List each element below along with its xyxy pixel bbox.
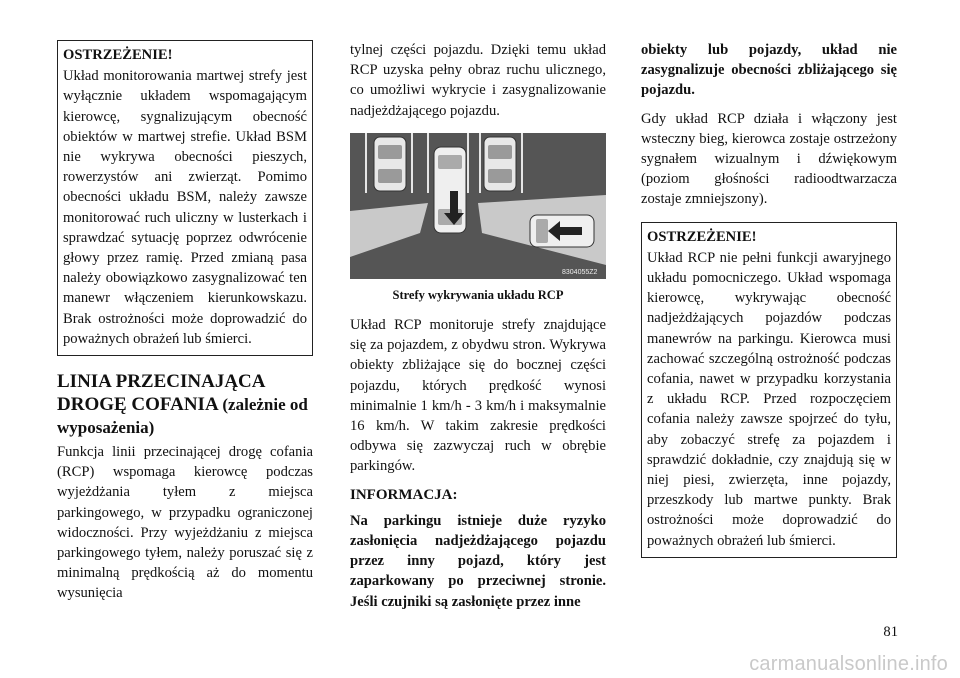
section-heading-sub: (zależnie od wyposażenia) <box>57 395 308 438</box>
warning-title-rcp: OSTRZEŻENIE! <box>647 228 757 245</box>
figure-code: 8304055Z2 <box>562 268 598 276</box>
warning-title: OSTRZEŻENIE! <box>63 47 173 63</box>
section-heading <box>57 370 313 439</box>
column-middle <box>350 40 606 612</box>
rcp-zones-illustration <box>350 133 606 279</box>
rcp-warning-box <box>641 222 897 558</box>
warning-text-rcp: Układ RCP nie pełni funkcji awaryjnego układu pomocniczego. Układ wspomaga kierowcę, wykrywając obecność nadjeżdżających pojazdów podczas manewrów na parkingu. Kierowca musi zachować szczególną ostrożność podczas cofania, nawet w przypadku korzystania z układu RCP. Przed rozpoczęciem cofania należy zawsze spojrzeć do tyłu, aby zobaczyć strefę za pojazdem i sprawdzić dokładnie, czy znajdują się w niej piesi, zwierzęta, inne pojazdy, przeszkody lub martwe punkty. Brak ostrożności może doprowadzić do poważnych obrażeń lub śmierci. <box>647 249 891 549</box>
info-text: Na parkingu istnieje duże ryzyko zasłonięcia nadjeżdżającego pojazdu przez inny pojazd, który jest zaparkowany po przeciwnej stronie. Jeśli czujniki są zasłonięte przez inne <box>350 512 606 610</box>
rcp-intro-text: Funkcja linii przecinającej drogę cofania (RCP) wspomaga kierowcę podczas wyjeżdżania tyłem z miejsca parkingowego, w przypadku ograniczonej widoczności. Przy wyjeżdżaniu z miejsca parkingowego tyłem, należy poruszać się z minimalną prędkością aż do momentu wysunięcia <box>57 444 313 602</box>
section-heading-main: LINIA PRZECINAJĄCA DROGĘ COFANIA <box>57 371 265 416</box>
page-number: 81 <box>883 624 898 640</box>
parked-car-icon <box>374 137 406 191</box>
column-left <box>57 40 313 604</box>
warning-text: Układ monitorowania martwej strefy jest wyłącznie układem wspomagającym kierowcę, sygnalizującym obecność obiektów w martwej strefie. Układ BSM nie wykrywa obecności pieszych, rowerzystów ani zwierząt. Pomimo obecności układu BSM, należy zawsze monitorować ruch uliczny w lusterkach i sprawdzać sytuację poprzez odwrócenie głowy przez ramię. Przed zmianą pasa należy obowiązkowo zasygnalizować ten manewr włączeniem kierunkowskazu. Brak ostrożności może doprowadzić do poważnych obrażeń lub śmierci. <box>63 68 307 347</box>
rcp-alert-text: Gdy układ RCP działa i włączony jest wsteczny bieg, kierowca zostaje ostrzeżony sygnałem wizualnym i dźwiękowym (poziom głośności radioodtwarzacza zostaje zmniejszony). <box>641 110 897 208</box>
info-title: INFORMACJA: <box>350 486 458 503</box>
reversing-car-icon <box>434 147 466 233</box>
column-right <box>641 40 897 558</box>
rcp-zones-figure <box>350 133 606 279</box>
figure-caption: Strefy wykrywania układu RCP <box>392 287 564 302</box>
watermark-text: carmanualsonline.info <box>749 653 948 675</box>
rcp-monitoring-text: Układ RCP monitoruje strefy znajdujące się za pojazdem, z obydwu stron. Wykrywa obiekty zbliżające się do bocznej części pojazdu, których prędkość wynosi minimalnie 1 km/h - 3 km/h i maksymalnie 16 km/h. W takim zakresie prędkości odbywa się zazwyczaj ruch w obrębie parkingów. <box>350 317 606 475</box>
bsm-warning-box <box>57 40 313 356</box>
approaching-car-icon <box>530 215 594 247</box>
info-text-continued: obiekty lub pojazdy, układ nie zasygnalizuje obecności zbliżającego się pojazdu. <box>641 42 897 99</box>
rcp-intro-continued: tylnej części pojazdu. Dzięki temu układ RCP uzyska pełny obraz ruchu ulicznego, co umożliwi wykrycie i zasygnalizowanie nadjeżdżającego pojazdu. <box>350 42 606 119</box>
